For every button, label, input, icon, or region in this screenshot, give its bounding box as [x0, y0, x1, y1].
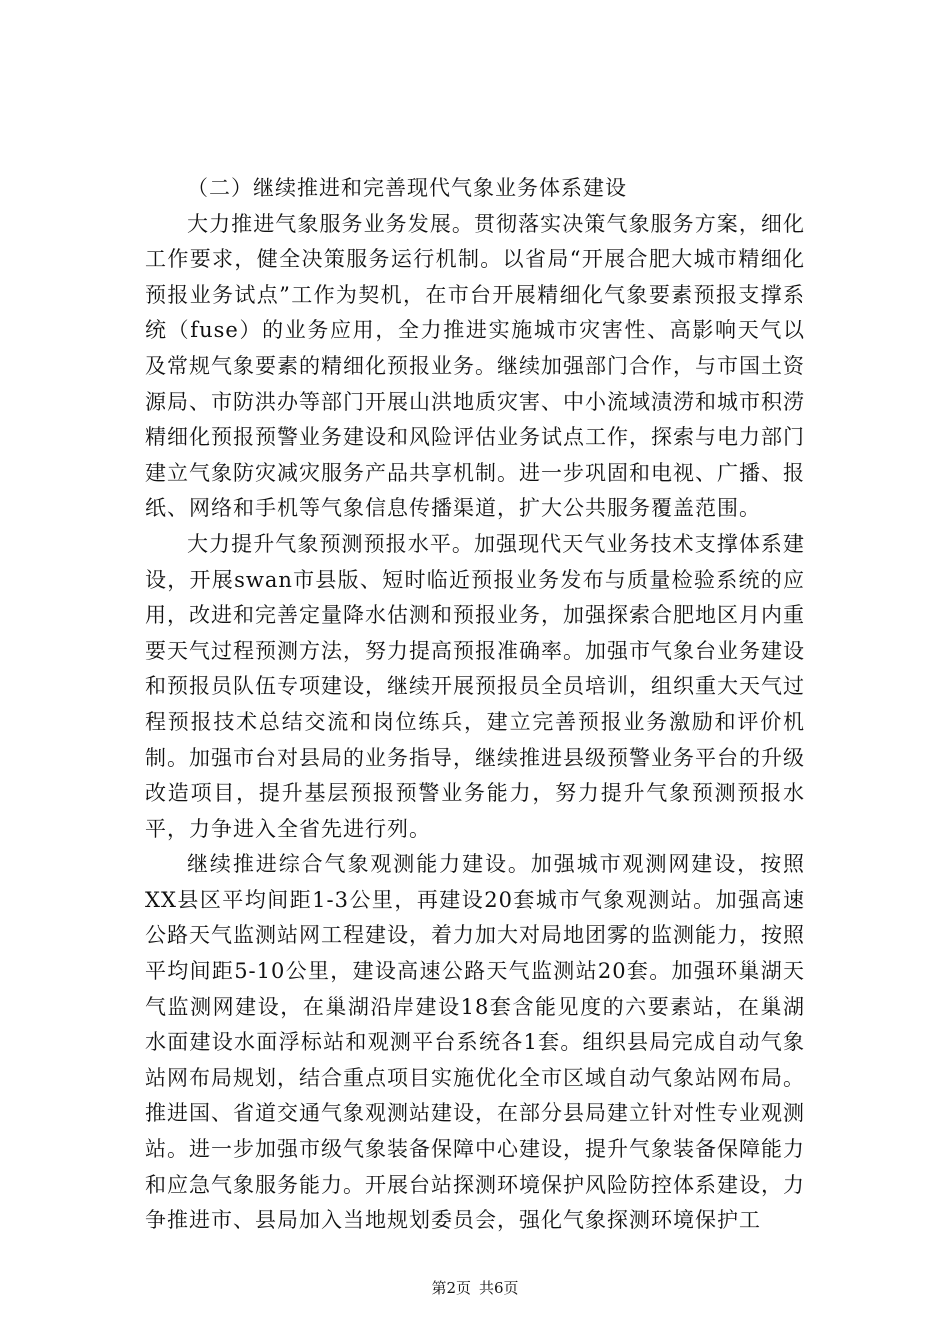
page-number-current: 第2页 — [431, 1279, 471, 1297]
paragraph-forecast-level: 大力提升气象预测预报水平。加强现代天气业务技术支撑体系建设，开展swan市县版、短时临近预报业务发布与质量检验系统的应用，改进和完善定量降水估测和预报业务，加强探索合肥地区月内重要天气过程预测方法，努力提高预报准确率。加强市气象台业务建设和预报员队伍专项建设，继续开展预报员全员培训，组织重大天气过程预报技术总结交流和岗位练兵，建立完善预报业务激励和评价机制。加强市台对县局的业务指导，继续推进县级预警业务平台的升级改造项目，提升基层预报预警业务能力，努力提升气象预测预报水平，力争进入全省先进行列。 — [145, 531, 805, 841]
document-body — [145, 171, 805, 1239]
paragraph-observation-capacity: 继续推进综合气象观测能力建设。加强城市观测网建设，按照XX县区平均间距1-3公里，再建设20套城市气象观测站。加强高速公路天气监测站网工程建设，着力加大对局地团雾的监测能力，按照平均间距5-10公里，建设高速公路天气监测站20套。加强环巢湖天气监测网建设，在巢湖沿岸建设18套含能见度的六要素站，在巢湖水面建设水面浮标站和观测平台系统各1套。组织县局完成自动气象站网布局规划，结合重点项目实施优化全市区域自动气象站网布局。推进国、省道交通气象观测站建设，在部分县局建立针对性专业观测站。进一步加强市级气象装备保障中心建设，提升气象装备保障能力和应急气象服务能力。开展台站探测环境保护风险防控体系建设，力争推进市、县局加入当地规划委员会，强化气象探测环境保护工 — [145, 852, 805, 1233]
paragraph-weather-service: 大力推进气象服务业务发展。贯彻落实决策气象服务方案，细化工作要求，健全决策服务运行机制。以省局“开展合肥大城市精细化预报业务试点”工作为契机，在市台开展精细化气象要素预报支撑系统（fuse）的业务应用，全力推进实施城市灾害性、高影响天气以及常规气象要素的精细化预报业务。继续加强部门合作，与市国土资源局、市防洪办等部门开展山洪地质灾害、中小流域渍涝和城市积涝精细化预报预警业务建设和风险评估业务试点工作，探索与电力部门建立气象防灾减灾服务产品共享机制。进一步巩固和电视、广播、报纸、网络和手机等气象信息传播渠道，扩大公共服务覆盖范围。 — [145, 211, 805, 521]
section-heading: （二）继续推进和完善现代气象业务体系建设 — [187, 176, 627, 200]
page-number-total: 共6页 — [479, 1279, 519, 1297]
page-footer — [0, 1278, 950, 1298]
